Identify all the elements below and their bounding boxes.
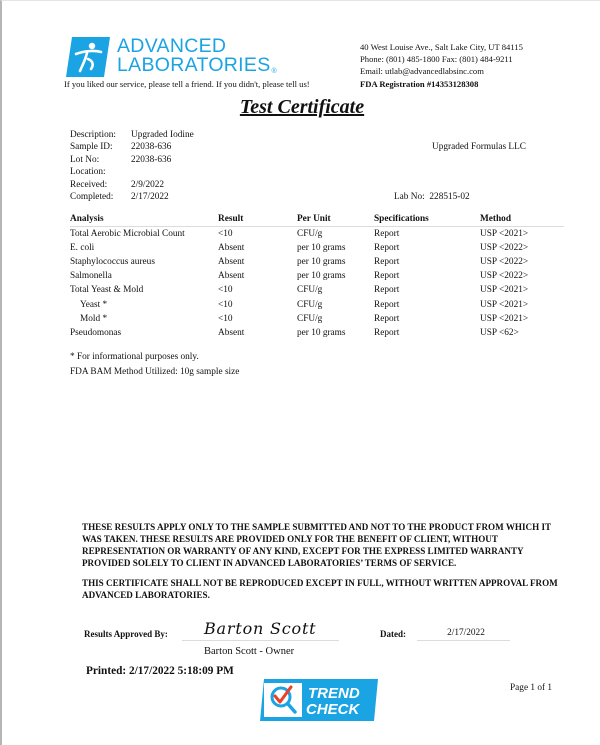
sample-field-received <box>70 179 194 191</box>
cell-unit: CFU/g <box>297 229 323 240</box>
cell-method: USP <2021> <box>480 313 529 324</box>
signature-line <box>182 640 339 641</box>
lab-number <box>394 192 470 202</box>
results-table <box>70 212 564 340</box>
sample-field-sample-id <box>70 141 194 153</box>
lab-logo-wordmark <box>117 37 277 75</box>
lab-no-value: 228515-02 <box>429 192 470 202</box>
field-label: Description: <box>70 130 116 140</box>
logo-line-2: LABORATORIES <box>117 54 271 76</box>
dated-label: Dated: <box>380 629 406 639</box>
cell-spec: Report <box>374 285 400 296</box>
signer-name: Barton Scott - Owner <box>204 646 295 657</box>
cell-method: USP <2022> <box>480 257 529 268</box>
notes <box>70 350 239 379</box>
cell-result: <10 <box>218 285 233 296</box>
approved-by-label: Results Approved By: <box>84 629 168 639</box>
field-label: Received: <box>70 179 108 190</box>
cell-method: USP <62> <box>480 327 519 338</box>
cell-result: Absent <box>218 243 245 254</box>
sample-field-lot-no <box>70 154 194 166</box>
col-per-unit: Per Unit <box>297 212 374 227</box>
cell-result: Absent <box>218 257 245 268</box>
lab-email: Email: utlab@advancedlabsinc.com <box>360 66 484 77</box>
field-value: 2/9/2022 <box>131 179 165 190</box>
tagline: If you liked our service, please tell a friend. If you didn't, please tell us! <box>64 79 310 89</box>
lab-contact-block <box>360 41 523 90</box>
disclaimer <box>82 521 572 608</box>
cell-analysis: Yeast * <box>80 299 108 310</box>
cell-analysis: Pseudomonas <box>70 327 122 338</box>
lab-no-label: Lab No: <box>394 192 425 202</box>
cell-spec: Report <box>374 271 400 282</box>
col-method: Method <box>480 212 564 227</box>
field-label: Location: <box>70 167 106 178</box>
field-label: Completed: <box>70 191 114 202</box>
field-value: 2/17/2022 <box>131 191 169 202</box>
cell-analysis: Mold * <box>80 313 108 324</box>
cell-spec: Report <box>374 257 400 268</box>
dated-value: 2/17/2022 <box>447 628 485 638</box>
table-row <box>70 227 564 242</box>
cell-method: USP <2021> <box>480 229 529 240</box>
cell-unit: per 10 grams <box>297 243 346 254</box>
cell-method: USP <2021> <box>480 299 529 310</box>
footnote: * For informational purposes only. <box>70 352 199 362</box>
field-label: Sample ID: <box>70 142 113 153</box>
lab-phone-fax: Phone: (801) 485-1800 Fax: (801) 484-9211 <box>360 54 513 65</box>
advanced-laboratories-logo-icon <box>66 37 110 77</box>
lab-address: 40 West Louise Ave., Salt Lake City, UT 84115 <box>360 42 523 52</box>
signature: Barton Scott <box>204 619 317 638</box>
client-name: Upgraded Formulas LLC <box>432 142 526 152</box>
table-row <box>70 241 564 255</box>
table-row <box>70 326 564 340</box>
cell-spec: Report <box>374 243 400 254</box>
col-specifications: Specifications <box>374 212 480 227</box>
cell-analysis: Staphylococcus aureus <box>70 257 155 268</box>
cell-analysis: Total Yeast & Mold <box>70 285 144 296</box>
logo-line-1: ADVANCED <box>117 35 227 57</box>
cell-analysis: E. coli <box>70 243 95 254</box>
cell-analysis: Salmonella <box>70 271 112 282</box>
cell-method: USP <2022> <box>480 271 529 282</box>
table-row <box>70 283 564 297</box>
table-row <box>70 297 564 311</box>
cell-unit: per 10 grams <box>297 327 346 338</box>
cell-method: USP <2021> <box>480 285 529 296</box>
cell-result: <10 <box>218 229 233 240</box>
table-row <box>70 255 564 269</box>
cell-unit: CFU/g <box>297 313 323 324</box>
cell-unit: CFU/g <box>297 299 323 310</box>
field-label: Lot No: <box>70 154 100 165</box>
table-header-row <box>70 212 564 227</box>
cell-spec: Report <box>374 313 400 324</box>
col-analysis: Analysis <box>70 212 218 227</box>
sample-info <box>70 129 194 203</box>
cell-result: Absent <box>218 327 245 338</box>
disclaimer-paragraph-2: THIS CERTIFICATE SHALL NOT BE REPRODUCED EXCEPT IN FULL, WITHOUT WRITTEN APPROVAL FROM ADVANCED LABORATORIES. <box>82 577 558 600</box>
cell-unit: CFU/g <box>297 285 323 296</box>
trend-check-logo <box>260 679 378 721</box>
table-row <box>70 269 564 283</box>
cell-method: USP <2022> <box>480 243 529 254</box>
fda-registration: FDA Registration #14353128308 <box>360 78 479 89</box>
cell-spec: Report <box>374 327 400 338</box>
cell-result: <10 <box>218 299 233 310</box>
dated-line <box>417 640 510 641</box>
table-row <box>70 312 564 326</box>
col-result: Result <box>218 212 297 227</box>
printed-timestamp: Printed: 2/17/2022 5:18:09 PM <box>86 665 234 677</box>
sample-field-location <box>70 166 194 178</box>
sample-field-description <box>70 129 194 141</box>
sample-field-completed <box>70 191 194 203</box>
cell-spec: Report <box>374 229 400 240</box>
check-label: CHECK <box>306 701 360 718</box>
cell-result: <10 <box>218 313 233 324</box>
cell-unit: per 10 grams <box>297 271 346 282</box>
field-value: 22038-636 <box>131 154 172 165</box>
cell-analysis: Total Aerobic Microbial Count <box>70 229 185 240</box>
cell-unit: per 10 grams <box>297 257 346 268</box>
disclaimer-paragraph-1: THESE RESULTS APPLY ONLY TO THE SAMPLE SUBMITTED AND NOT TO THE PRODUCT FROM WHICH IT WAS TAKEN. THESE RESULTS ARE PROVIDED ONLY FOR THE BENEFIT OF CLIENT, WITHOUT REPRESENTATION OR WARRANTY OF ANY KIND, EXCEPT FOR THE EXPRESS LIMITED WARRANTY PROVIDED SOLELY TO CLIENT IN ADVANCED LABORATORIES’ TERMS OF SERVICE. <box>82 522 551 568</box>
field-value: Upgraded Iodine <box>131 130 194 140</box>
cell-result: Absent <box>218 271 245 282</box>
page-number: Page 1 of 1 <box>510 683 553 693</box>
trend-label: TREND <box>308 685 360 702</box>
certificate-title: Test Certificate <box>239 96 365 118</box>
field-value: 22038-636 <box>131 142 172 153</box>
registered-mark: ® <box>271 68 277 75</box>
method-note: FDA BAM Method Utilized: 10g sample size <box>70 366 240 377</box>
cell-spec: Report <box>374 299 400 310</box>
